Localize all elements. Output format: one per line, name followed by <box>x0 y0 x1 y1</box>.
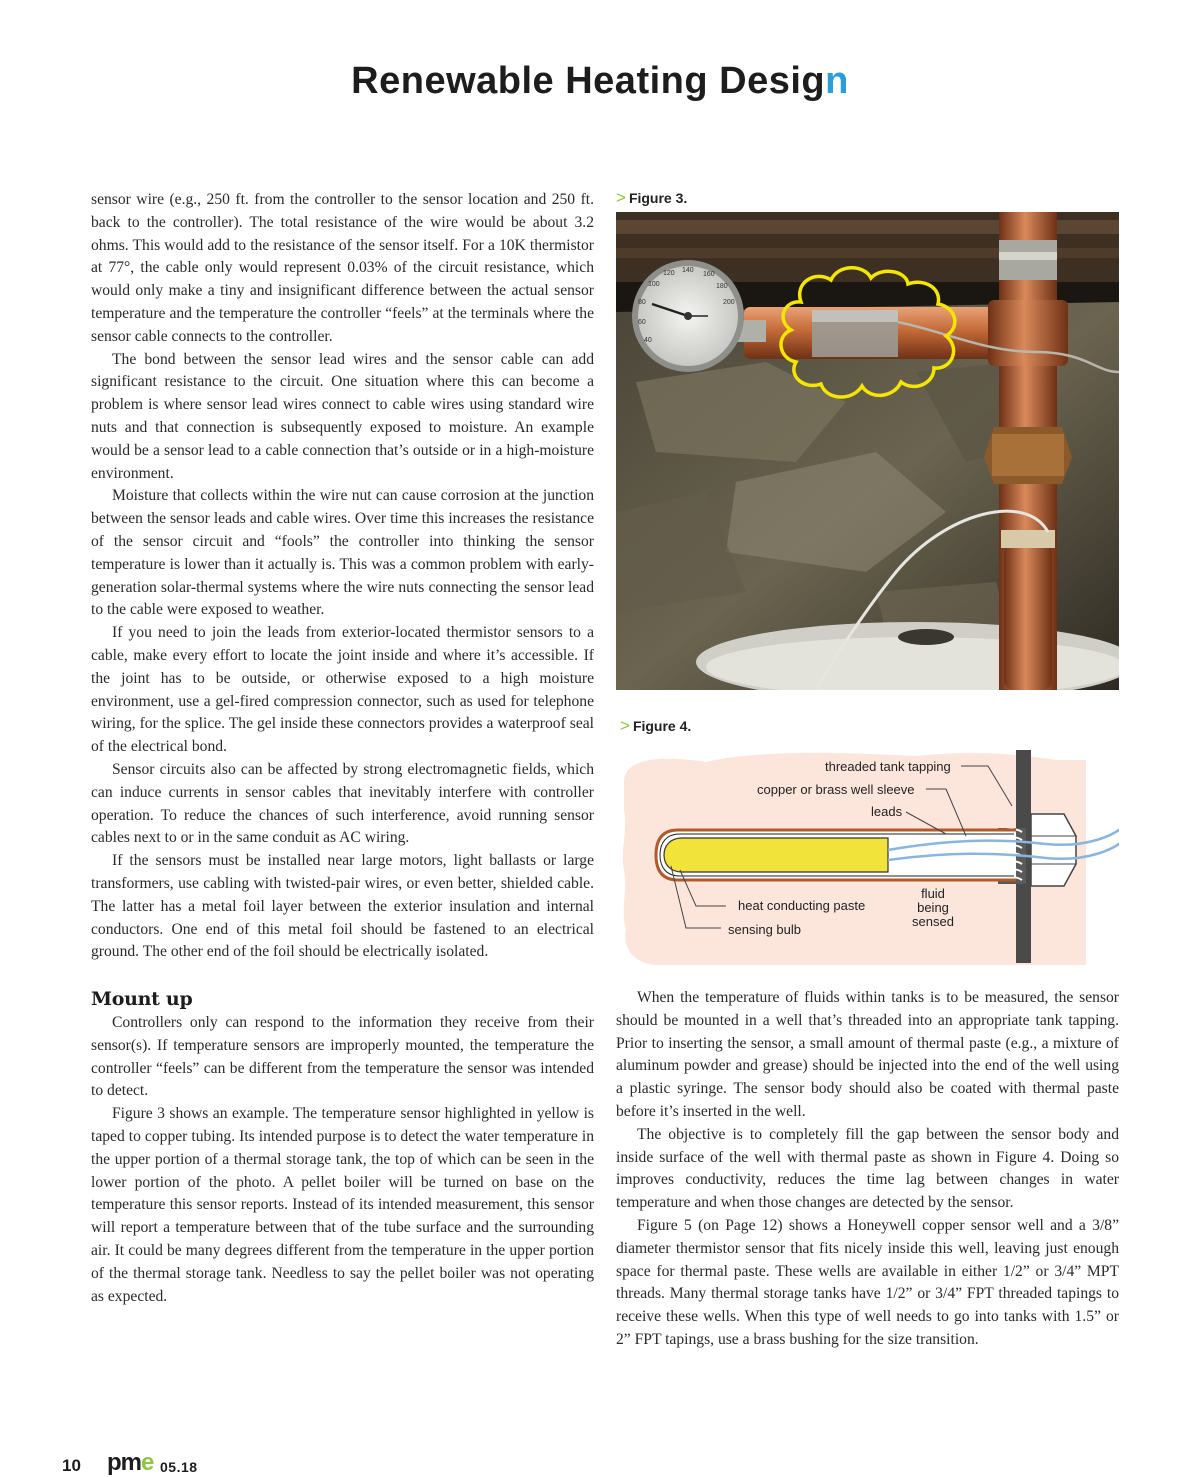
gauge-tick-label: 120 <box>663 270 675 277</box>
gauge-tick-label: 200 <box>723 299 735 306</box>
header-title-main: Renewable Heating Desig <box>351 60 826 102</box>
section-heading: Mount up <box>91 988 193 1011</box>
chevron-right-icon: > <box>616 188 626 207</box>
figure-3-label <box>616 188 687 208</box>
gauge-tick-label: 160 <box>703 271 715 278</box>
body-paragraph: If the sensors must be installed near large motors, light ballasts or large transformers, use cabling with twisted-pair wires, or even better, shielded cable. The latter has a metal foil layer between the exterior insulation and internal conductors. One end of this metal foil should be fastened to an electrical ground. The other end of the foil should be electrically isolated. <box>91 852 594 961</box>
callout-threaded-tank-tapping: threaded tank tapping <box>825 759 951 774</box>
callout-sensing-bulb: sensing bulb <box>728 922 801 937</box>
callout-fluid-line-2: being <box>917 900 949 915</box>
gauge-tick-label: 100 <box>648 281 660 288</box>
body-paragraph: Figure 3 shows an example. The temperature sensor highlighted in yellow is taped to copper tubing. Its intended purpose is to detect the water temperature in the upper portion of a thermal storage tank, the top of which can be seen in the lower portion of the photo. A pellet boiler will be turned on base on the temperature this sensor reports. Instead of its intended measurement, this sensor will report a temperature between that of the tube surface and the surrounding air. It could be many degrees different from the temperature in the upper portion of the thermal storage tank. Needless to say the pellet boiler was not operating as expected. <box>91 1105 594 1305</box>
body-paragraph: sensor wire (e.g., 250 ft. from the controller to the sensor location and 250 ft. back to the controller). The total resistance of the wire would be about 3.2 ohms. This would add to the resistance of the sensor itself. For a 10K thermistor at 77°, the cable only would represent 0.03% of the circuit resistance, which would only make a tiny and insignificant difference between the actual sensor temperature and the temperature the controller “feels” at the terminals where the sensor cable connects to the controller. <box>91 191 594 345</box>
callout-fluid-line-3: sensed <box>912 914 954 929</box>
callout-well-sleeve: copper or brass well sleeve <box>757 782 915 797</box>
body-paragraph: The objective is to completely fill the gap between the sensor body and inside surface of the well with thermal paste as shown in Figure 4. Doing so improves conductivity, reduces the time lag between changes in water temperature and when those changes are detected by the sensor. <box>616 1125 1119 1212</box>
figure-3-photo <box>616 212 1119 690</box>
figure-4-label <box>620 716 691 736</box>
gauge-tick-label: 80 <box>638 299 646 306</box>
logo-accent: e <box>141 1449 154 1476</box>
body-paragraph: The bond between the sensor lead wires and the sensor cable can add significant resistance to the circuit. One situation where this can become a problem is where sensor lead wires connect to cable wires using standard wire nuts and that connection is subsequently exposed to moisture. An example would be a sensor lead to a cable connection that’s outside or in a high-moisture environment. <box>91 350 594 482</box>
body-paragraph: Controllers only can respond to the information they receive from their sensor(s). If temperature sensors are improperly mounted, the temperature the controller “feels” can be different from the temperature the sensor was intended to detect. <box>91 1014 594 1100</box>
logo-main: pm <box>107 1449 141 1476</box>
page-header-title <box>0 60 1200 103</box>
page-number: 10 <box>62 1456 81 1475</box>
body-paragraph: When the temperature of fluids within tanks is to be measured, the sensor should be mounted in a well that’s threaded into an appropriate tank tapping. Prior to inserting the sensor, a small amount of thermal paste (e.g., a mixture of aluminum powder and grease) should be injected into the end of the well using a plastic syringe. The sensor body should also be coated with thermal paste before it’s inserted in the well. <box>616 989 1119 1120</box>
gauge-tick-label: 140 <box>682 267 694 274</box>
body-paragraph: If you need to join the leads from exterior-located thermistor sensors to a cable, make every effort to locate the joint inside and where it’s accessible. If the joint has to be outside, or otherwise exposed to a high moisture environment, use a gel-fired compression connector, such as used for telephone wiring, for the splice. The gel inside these connectors provides a waterproof seal of the electrical bond. <box>91 624 594 756</box>
figure-4-diagram <box>616 740 1119 965</box>
callout-fluid-line-1: fluid <box>921 886 945 901</box>
gauge-tick-label: 40 <box>644 337 652 344</box>
figure-4-label-text: Figure 4. <box>632 718 692 734</box>
left-column <box>91 189 594 1308</box>
issue-date: 05.18 <box>160 1459 198 1475</box>
chevron-right-icon: > <box>620 716 630 735</box>
callout-heat-conducting-paste: heat conducting paste <box>738 898 866 913</box>
body-paragraph: Moisture that collects within the wire nut can cause corrosion at the junction between the sensor leads and cable wires. Over time this increases the resistance of the sensor circuit and “fools” the controller into thinking the sensor temperature is lower than it actually is. This was a common problem with early-generation solar-thermal systems where the wire nuts connecting the sensor lead to the cable were exposed to weather. <box>91 487 594 619</box>
gauge-tick-label: 180 <box>716 283 728 290</box>
body-paragraph: Figure 5 (on Page 12) shows a Honeywell copper sensor well and a 3/8” diameter thermistor sensor that fits nicely inside this well, leaving just enough space for thermal paste. These wells are available in either 1/2” or 3/4” MPT threads. Many thermal storage tanks have 1/2” or 3/4” FPT threaded tapings to receive these wells. When this type of well needs to go into tanks with 1.5” or 2” FPT tapings, use a brass bushing for the size transition. <box>616 1216 1119 1348</box>
gauge-tick-label: 60 <box>638 319 646 326</box>
figure-3-label-text: Figure 3. <box>628 190 688 206</box>
header-title-accent: n <box>825 60 849 102</box>
right-column <box>616 987 1119 1352</box>
body-paragraph: Sensor circuits also can be affected by strong electromagnetic fields, which can induce currents in sensor cables that inevitably interfere with controller operation. To reduce the chances of such interference, avoid running sensor cables next to or in the same conduit as AC wiring. <box>91 760 594 847</box>
callout-leads: leads <box>871 804 903 819</box>
magazine-logo <box>107 1449 153 1477</box>
